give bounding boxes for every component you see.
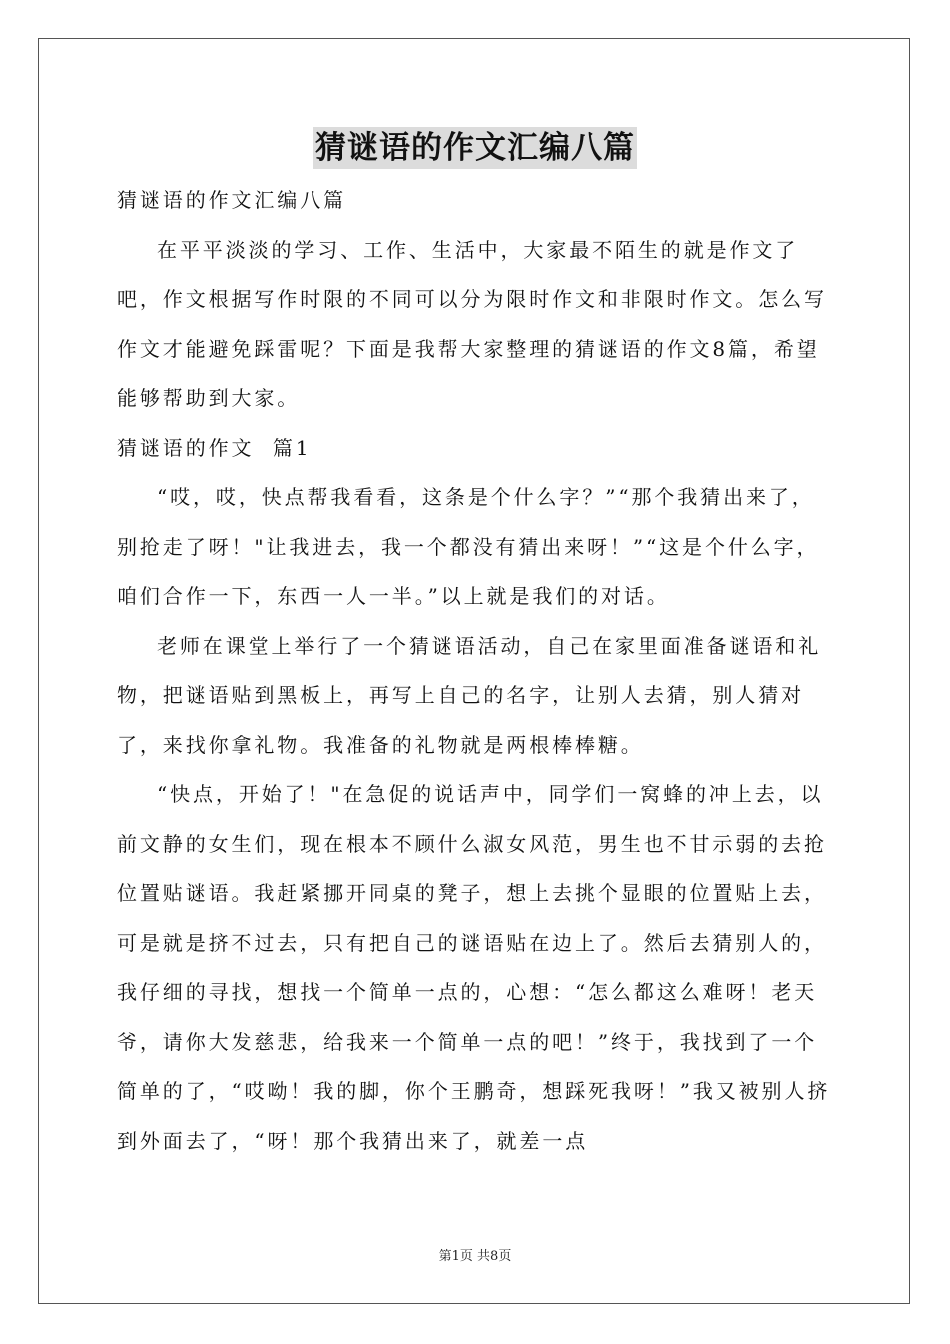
subtitle: 猜谜语的作文汇编八篇 bbox=[117, 188, 346, 212]
body-paragraph-3: “快点，开始了！"在急促的说话声中，同学们一窝蜂的冲上去，以前文静的女生们，现在根本不顾什么淑女风范，男生也不甘示弱的去抢位置贴谜语。我赶紧挪开同桌的凳子，想上去挑个显眼的位置贴上去，可是就是挤不过去，只有把自己的谜语贴在边上了。然后去猜别人的，我仔细的寻找，想找一个简单一点的，心想：“怎么都这么难呀！老天爷，请你大发慈悲，给我来一个简单一点的吧！”终于，我找到了一个简单的了，“哎呦！我的脚，你个王鹏奇，想踩死我呀！”我又被别人挤到外面去了，“呀！那个我猜出来了，就差一点 bbox=[117, 782, 831, 1153]
document-body bbox=[117, 176, 837, 1166]
page-footer: 第1页 共8页 bbox=[438, 1249, 512, 1264]
body-paragraph-2: 老师在课堂上举行了一个猜谜语活动，自己在家里面准备谜语和礼物，把谜语贴到黑板上，再写上自己的名字，让别人去猜，别人猜对了，来找你拿礼物。我准备的礼物就是两根棒棒糖。 bbox=[117, 633, 822, 757]
section-heading: 猜谜语的作文 篇1 bbox=[117, 435, 312, 460]
body-paragraph-1: “哎，哎，快点帮我看看，这条是个什么字？”“那个我猜出来了，别抢走了呀！"让我进去，我一个都没有猜出来呀！”“这是个什么字，咱们合作一下，东西一人一半。”以上就是我们的对话。 bbox=[117, 485, 820, 608]
title-wrap bbox=[0, 127, 950, 169]
document-title: 猜谜语的作文汇编八篇 bbox=[313, 127, 637, 169]
intro-paragraph: 在平平淡淡的学习、工作、生活中，大家最不陌生的就是作文了吧，作文根据写作时限的不同可以分为限时作文和非限时作文。怎么写作文才能避免踩雷呢？下面是我帮大家整理的猜谜语的作文8篇，希望能够帮助到大家。 bbox=[117, 237, 827, 410]
